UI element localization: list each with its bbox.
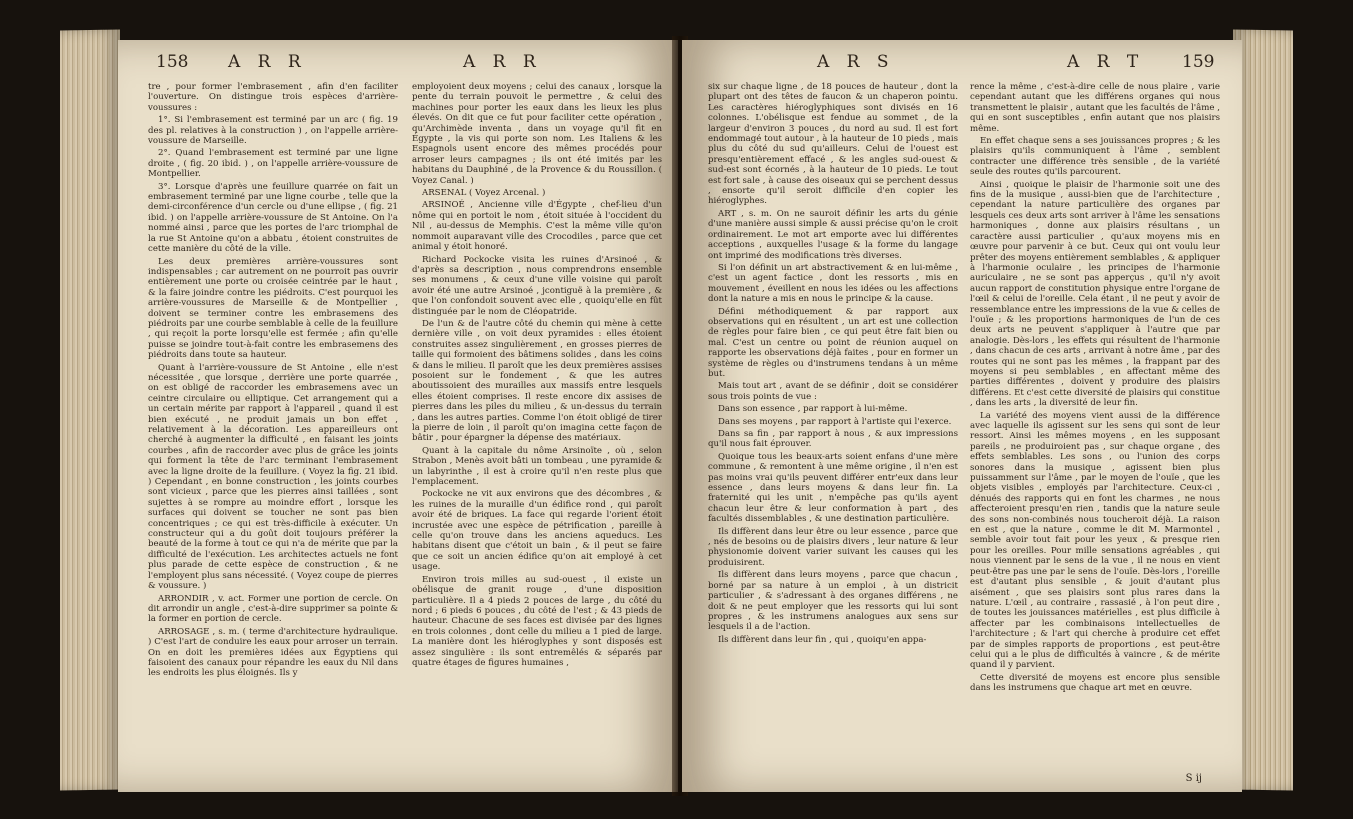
text-column [970,82,1220,696]
left-running-head [118,50,678,80]
paragraph: tre , pour former l'embrasement , afin d'en faciliter l'ouverture. On distingue trois espèces d'arrière-voussures : [148,82,398,113]
paragraph: six sur chaque ligne , de 18 pouces de hauteur , dont la plupart ont des têtes de faucon & un chaperon pointu. Les caractères hiéroglyphiques sont divisés en 16 colonnes. L'obélisque est fendue au sommet , de la largeur d'environ 3 pouces , du nord au sud. Il est fort endommagé tout autour , à la hauteur de 10 pieds , mais plus du côté du sud qu'ailleurs. Celui de l'ouest est presqu'entièrement effacé , & les angles sud-ouest & sud-est sont écornés , à la hauteur de 10 pieds. Le tout est fort sale , à cause des oiseaux qui se perchent dessus , ensorte qu'il seroit difficile d'en copier les hiéroglyphes. [708,82,958,207]
paragraph: employoient deux moyens ; celui des canaux , lorsque la pente du terrain pouvoit le permettre , & celui des machines pour porter les eaux dans les lieux les plus élevés. On dit que ce fut pour faciliter cette opération , qu'Archimède inventa , dans un voyage qu'il fit en Égypte , la vis qui porte son nom. Les Italiens & les Espagnols usent encore des mêmes procédés pour arroser leurs campagnes ; ils ont été imités par les habitans du Dauphiné , de la Provence & du Roussillon. ( Voyez Canal. ) [412,82,662,186]
page-number: 158 [156,52,189,72]
paragraph: Richard Pockocke visita les ruines d'Arsinoé , & d'après sa description , nous comprendrons ensemble ses monumens , & ceux d'une ville voisine qui paroît avoir été une autre Arsinoé , jcontiguë à la première , & que l'on confondoit souvent avec elle , quoiqu'elle en fût distinguée par le nom de Cléopatride. [412,254,662,317]
paragraph: Ainsi , quoique le plaisir de l'harmonie soit une des fins de la musique , aussi-bien que de l'architecture , cependant la nature particulière des organes par lesquels ces deux arts sont arriver à l'âme les sensations harmoniques , donne aux plaisirs résultans , un caractère aussi particulier , qu'aux moyens mis en œuvre pour parvenir à ce but. Ceux qui ont voulu leur prêter des moyens entièrement semblables , & appliquer à l'harmonie oculaire , les principes de l'harmonie auriculaire , ne se sont pas apperçus , qu'il n'y avoit aucun rapport de constitution physique entre l'organe de l'œil & celui de l'oreille. Cela étant , il ne peut y avoir de ressemblance entre les impressions de la vue & celles de l'ouïe ; & les proportions harmoniques de l'un de ces deux arts ne peuvent s'appliquer à l'autre que par analogie. Dès-lors , les effets qui résultent de l'harmonie , dans chacun de ces arts , arrivant à notre âme , par des routes qui ne sont pas les mêmes , la frappant par des moyens si peu semblables , en affectant même des parties différentes , doivent y produire des plaisirs différens. Et c'est cette diversité de plaisirs qui constitue , dans les arts , la diversité de leur fin. [970,179,1220,409]
paragraph: Défini méthodiquement & par rapport aux observations qui en résultent , un art est une collection de règles pour faire bien , ce qui peut être fait bien ou mal. C'est un centre ou point de réunion auquel on rapporte les observations déjà faites , pour en former un système de règles ou d'instrumens tendans à un même but. [708,306,958,379]
paragraph: Si l'on définit un art abstractivement & en lui-même , c'est un agent factice , dont les ressorts , mis en mouvement , éveillent en nous les idées ou les affections dont la nature a mis en nous le principe & la cause. [708,262,958,305]
paragraph: Dans son essence , par rapport à lui-même. [718,404,908,415]
paragraph: Ils diffèrent dans leur être ou leur essence , parce que , nés de besoins ou de plaisirs divers , leur nature & leur physionomie doivent varier suivant les causes qui les produisirent. [708,526,958,568]
left-page [118,40,678,792]
running-head: A R T [1067,52,1145,72]
paragraph: Dans ses moyens , par rapport à l'artiste qui l'exerce. [718,416,952,427]
paragraph: Les deux premières arrière-voussures sont indispensables ; car autrement on ne pourroit pas ouvrir entièrement une porte ou croisée ceintrée par le haut , & la faire joindre contre les piédroits. C'est pourquoi les arrière-voussures de Marseille & de Montpellier , doivent se terminer contre les embrasemens des piédroits par une courbe semblable à celle de la feuillure , qui reçoit la porte lorsqu'elle est fermée ; afin qu'elle puisse se joindre tout-à-fait contre les embrasemens des piédroits dans toute sa hauteur. [148,256,398,361]
signature-mark: S ij [1185,773,1202,784]
paragraph: Cette diversité de moyens est encore plus sensible dans les instrumens que chaque art met en œuvre. [970,672,1220,694]
paragraph: Ils diffèrent dans leur fin , qui , quoiqu'en appa- [718,634,927,645]
paragraph: Dans sa fin , par rapport à nous , & aux impressions qu'il nous fait éprouver. [708,429,958,450]
paragraph: Mais tout art , avant de se définir , doit se considérer sous trois points de vue : [708,381,958,402]
paragraph: 3°. Lorsque d'après une feuillure quarrée on fait un embrasement terminé par une ligne courbe , telle que la demi-circonférence d'un cercle ou d'une ellipse , ( fig. 21 ibid. ) on l'appelle arrière-voussure de St Antoine. On l'a nommé ainsi , parce que les portes de l'arc triomphal de la rue St Antoine qu'on a abbatu , étoient construites de cette manière du côté de la ville. [148,181,398,255]
paragraph: 2°. Quand l'embrasement est terminé par une ligne droite , ( fig. 20 ibid. ) , on l'appelle arrière-voussure de Montpellier. [148,148,398,180]
paragraph: Quant à la capitale du nôme Arsinoïte , où , selon Strabon , Menès avoit bâti un tombeau , une pyramide & un labyrinthe , il est à croire qu'il n'en reste plus que l'emplacement. [412,445,662,488]
text-column [708,82,958,647]
running-head: A R R [228,52,307,72]
right-page-edges [1233,29,1293,790]
text-column [148,82,398,681]
paragraph: En effet chaque sens a ses jouissances propres ; & les plaisirs qu'ils communiquent à l'âme , semblent contracter une différence très sensible , de la variété seule des routes qu'ils parcourent. [970,136,1220,178]
entry-paragraph: ART , s. m. On ne sauroit définir les arts du génie d'une manière aussi simple & aussi précise qu'on le croit ordinairement. Le mot art emporte avec lui différentes acceptions , auxquelles l'usage & la forme du langage ont imprimé des modifications très diverses. [708,208,958,261]
running-head: A R R [463,52,542,72]
entry-paragraph: ARSINOÉ , Ancienne ville d'Égypte , chef-lieu d'un nôme qui en portoit le nom , étoit située à l'occident du Nil , au-dessus de Memphis. C'est la même ville qu'on nommoit auparavant ville des Crocodiles , parce que cet animal y étoit honoré. [412,200,662,253]
page-number: 159 [1182,52,1215,72]
paragraph: rence la même , c'est-à-dire celle de nous plaire , varie cependant autant que les différens organes qui nous transmettent le plaisir , autant que les facultés de l'âme , qui en sont susceptibles , enfin autant que nos plaisirs même. [970,82,1220,134]
right-running-head [682,50,1242,80]
paragraph: Pockocke ne vit aux environs que des décombres , & les ruines de la muraille d'un édifice rond , qui paroît avoir été de briques. La face qui regarde l'orient étoit incrustée avec une espèce de pétrification , pareille à celle qu'on trouve dans les anciens aqueducs. Les habitans disent que c'étoit un bain , & il peut se faire que ce soit un ancien édifice qu'on ait employé à cet usage. [412,489,662,573]
entry-paragraph: ARROSAGE , s. m. ( terme d'architecture hydraulique. ) C'est l'art de conduire les eaux pour arroser un terrain. On en doit les premières idées aux Égyptiens qui faisoient des canaux pour répandre les eaux du Nil dans les endroits les plus éloignés. Ils y [148,626,398,679]
paragraph: Quoique tous les beaux-arts soient enfans d'une mère commune , & remontent à une même origine , il n'en est pas moins vrai qu'ils peuvent différer entr'eux dans leur essence , dans leurs moyens & dans leur fin. La fraternité qui les unit , n'empêche pas qu'ils ayent chacun leur être & leur conformation à part , des facultés dissemblables , & une destination particulière. [708,451,958,525]
entry-paragraph: ARRONDIR , v. act. Former une portion de cercle. On dit arrondir un angle , c'est-à-dire supprimer sa pointe & la former en portion de cercle. [148,593,398,625]
paragraph: Ils diffèrent dans leurs moyens , parce que chacun , borné par sa nature à un emploi , à un districit particulier , & s'adressant à des organes différens , ne doit & ne peut employer que les ressorts qui lui sont propres , & les instrumens analogues aux sens sur lesquels il a de l'action. [708,570,958,633]
paragraph: 1°. Si l'embrasement est terminé par un arc ( fig. 19 des pl. relatives à la construction ) , on l'appelle arrière-voussure de Marseille. [148,115,398,147]
right-page [682,40,1242,792]
left-page-edges [60,29,120,790]
paragraph: De l'un & de l'autre côté du chemin qui mène à cette dernière ville , on voit deux pyramides : elles étoient construites assez singulièrement , en grosses pierres de taille qui formoient des bâtimens solides , dans les coins & dans le milieu. Il paroît que les deux premières assises posoient sur le fondement , & que les autres aboutissoient des murailles aux massifs entre lesquels elles étoient comprises. Il reste encore dix assises de pierres dans les piles du milieu , & un-dessus du terrain , dans les autres parties. Comme l'on étoit obligé de tirer la pierre de loin , il paroît qu'on imagina cette façon de bâtir , pour épargner la dépense des matériaux. [412,318,662,444]
paragraph: Environ trois milles au sud-ouest , il existe un obélisque de granit rouge , d'une disposition particulière. Il a 4 pieds 2 pouces de large , du côté du nord ; 6 pieds 6 pouces , du côté de l'est ; & 43 pieds de hauteur. Chacune de ses faces est divisée par des lignes en trois colonnes , dont celle du milieu a 1 pied de large. La manière dont les hiéroglyphes y sont disposés est assez singulière : ils sont entremêlés & séparés par quatre étages de figures humaines , [412,574,662,668]
running-head: A R S [817,52,895,72]
text-column [412,82,662,670]
paragraph: Quant à l'arrière-voussure de St Antoine , elle n'est nécessitée , que lorsque , derrière une porte quarrée , on est obligé de raccorder les embrasemens avec un ceintre circulaire ou elliptique. Cet arrangement qui a un certain mérite par rapport à l'appareil , quand il est bien exécuté , ne produit jamais un bon effet , relativement à la décoration. Les appareilleurs ont cherché à augmenter la difficulté , en faisant les joints courbes , afin de raccorder avec plus de grâce les joints qui forment la tête de l'arc terminant l'embrasement avec la ligne droite de la feuillure. ( Voyez la fig. 21 ibid. ) Cependant , en bonne construction , les joints courbes sont vicieux , parce que les pierres ainsi taillées , sont sujettes à se rompre au moindre effort , lorsque les surfaces qui doivent se toucher ne sont pas bien concentriques ; ce qui est très-difficile à exécuter. Un constructeur qui a du goût doit toujours préférer la beauté de la forme à tout ce qui n'a de mérite que par la difficulté de l'exécution. Les architectes actuels ne font plus parade de cette espèce de construction , & ne l'employent plus sans nécessité. ( Voyez coupe de pierres & voussure. ) [148,362,398,592]
entry-paragraph: ARSENAL ( Voyez Arcenal. ) [422,188,546,199]
paragraph: La variété des moyens vient aussi de la différence avec laquelle ils agissent sur les sens qui sont de leur ressort. Ainsi les mêmes moyens , en les supposant pareils , ne produiroient pas , sur chaque organe , des effets semblables. Les sons , ou l'union des corps sonores dans la musique , agissent bien plus puissamment sur l'âme , par le moyen de l'ouïe , que les objets visibles , employés par l'architecture. Ceux-ci , dénués des rapports qui en font les charmes , ne nous affecteroient presqu'en rien , tandis que la nature seule des sons non-combinés nous toucheroit déjà. La raison en est , que la nature , comme le dit M. Marmontel , semble avoir tout fait pour les yeux , & presque rien pour les oreilles. Pour mille sensations agréables , qui nous viennent par le sens de la vue , il ne nous en vient peut-être pas une par le sens de l'ouïe. Dès-lors , l'oreille est d'autant plus sensible , & jouit d'autant plus aisément , que ses plaisirs sont plus rares dans la nature. L'œil , au contraire , rassasié , à l'on peut dire , de toutes les jouissances matérielles , est plus difficile à affecter par les combinaisons intellectuelles de l'architecture ; & l'art qui cherche à produire cet effet par de simples rapports de proportions , est peut-être celui qui a le plus de difficultés à vaincre , & de mérite quand il y parvient. [970,410,1220,671]
